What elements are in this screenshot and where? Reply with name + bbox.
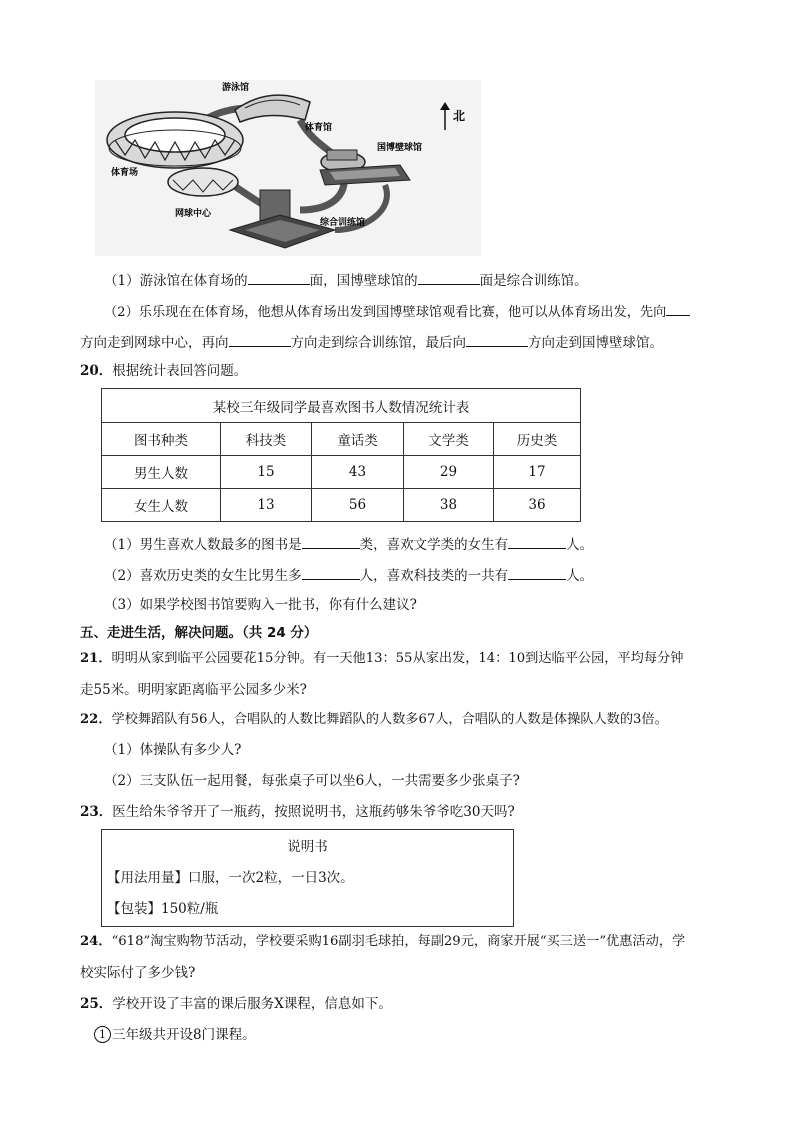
q20-part3: （3）如果学校图书馆要购入一批书，你有什么建议? [104,597,417,613]
table-title: 某校三年级同学最喜欢图书人数情况统计表 [102,389,581,423]
label-north: 北 [453,109,466,123]
table-cell: 29 [404,456,494,489]
table-cell: 38 [404,489,494,522]
answer-blank[interactable] [466,332,528,347]
q20-part2: （2）喜欢历史类的女生比男生多 人，喜欢科技类的一共有 人。 [104,565,593,586]
answer-blank[interactable] [418,270,480,285]
instruction-usage: 【用法用量】口服，一次2粒，一日3次。 [107,870,354,886]
instruction-pack: 【包装】150粒/瓶 [107,901,219,917]
table-header-row [102,423,581,456]
label-swimming: 游泳馆 [222,83,250,93]
q20-prompt: 20．根据统计表回答问题。 [80,363,248,379]
q22-part1: （1）体操队有多少人? [104,742,242,758]
q25-prompt: 25．学校开设了丰富的课后服务X课程，信息如下。 [80,996,392,1012]
answer-blank[interactable] [302,534,360,549]
table-cell: 56 [312,489,404,522]
table-cell: 43 [312,456,404,489]
tennis-center-building [168,168,238,196]
answer-blank[interactable] [666,301,690,316]
table-row [102,456,581,489]
q24-line1: 24．“618”淘宝购物节活动，学校要采购16副羽毛球拍，每副29元，商家开展“买三送一”优惠活动，学 [80,934,686,949]
q22-part2: （2）三支队伍一起用餐，每张桌子可以坐6人，一共需要多少张桌子? [104,773,520,789]
answer-blank[interactable] [508,534,566,549]
label-stadium: 体育场 [111,168,139,178]
q23-prompt: 23．医生给朱爷爷开了一瓶药，按照说明书，这瓶药够朱爷爷吃30天吗? [80,804,515,820]
table-cell: 36 [494,489,581,522]
book-preference-table [101,388,581,522]
table-header-cell: 图书种类 [102,423,221,456]
answer-blank[interactable] [508,565,566,580]
label-tennis: 网球中心 [175,209,212,219]
q22-prompt: 22．学校舞蹈队有56人，合唱队的人数比舞蹈队的人数多67人，合唱队的人数是体操队人数的3倍。 [80,712,668,727]
table-cell: 女生人数 [102,489,221,522]
label-gym: 体育馆 [305,123,333,133]
label-training: 综合训练馆 [320,218,366,228]
q21-line1: 21．明明从家到临平公园要花15分钟。有一天他13：55从家出发，14：10到达临平公园，平均每分钟 [80,651,684,666]
answer-blank[interactable] [302,565,360,580]
map-illustration [95,80,481,256]
stadium-building [107,112,243,168]
stadium-map-figure [95,80,481,256]
instruction-title: 说明书 [287,839,328,855]
table-cell: 13 [221,489,312,522]
q21-line2: 走55米。明明家距离临平公园多少米? [80,682,307,698]
swimming-hall-building [235,95,310,122]
table-header-cell: 童话类 [312,423,404,456]
q19-part1: （1）游泳馆在体育场的 面，国博壁球馆的 面是综合训练馆。 [104,270,588,291]
q19-part2-line2: 方向走到网球中心，再向 方向走到综合训练馆，最后向 方向走到国博壁球馆。 [80,332,663,353]
table-cell: 17 [494,456,581,489]
answer-blank[interactable] [229,332,291,347]
circled-number-icon: 1 [94,1026,111,1043]
table-cell: 15 [221,456,312,489]
table-cell: 男生人数 [102,456,221,489]
table-header-cell: 历史类 [494,423,581,456]
answer-blank[interactable] [248,270,310,285]
table-header-cell: 文学类 [404,423,494,456]
q20-part1: （1）男生喜欢人数最多的图书是 类，喜欢文学类的女生有 人。 [104,534,593,555]
q25-item1: 1 三年级共开设8门课程。 [94,1025,256,1045]
section-5-heading: 五、走进生活，解决问题。（共 24 分） [80,625,318,641]
table-header-cell: 科技类 [221,423,312,456]
table-row [102,489,581,522]
q24-line2: 校实际付了多少钱? [80,965,196,981]
label-table-tennis: 国博壁球馆 [377,143,423,153]
q19-part2-line1: （2）乐乐现在在体育场，他想从体育场出发到国博壁球馆观看比赛，他可以从体育场出发，先向 [104,301,690,323]
